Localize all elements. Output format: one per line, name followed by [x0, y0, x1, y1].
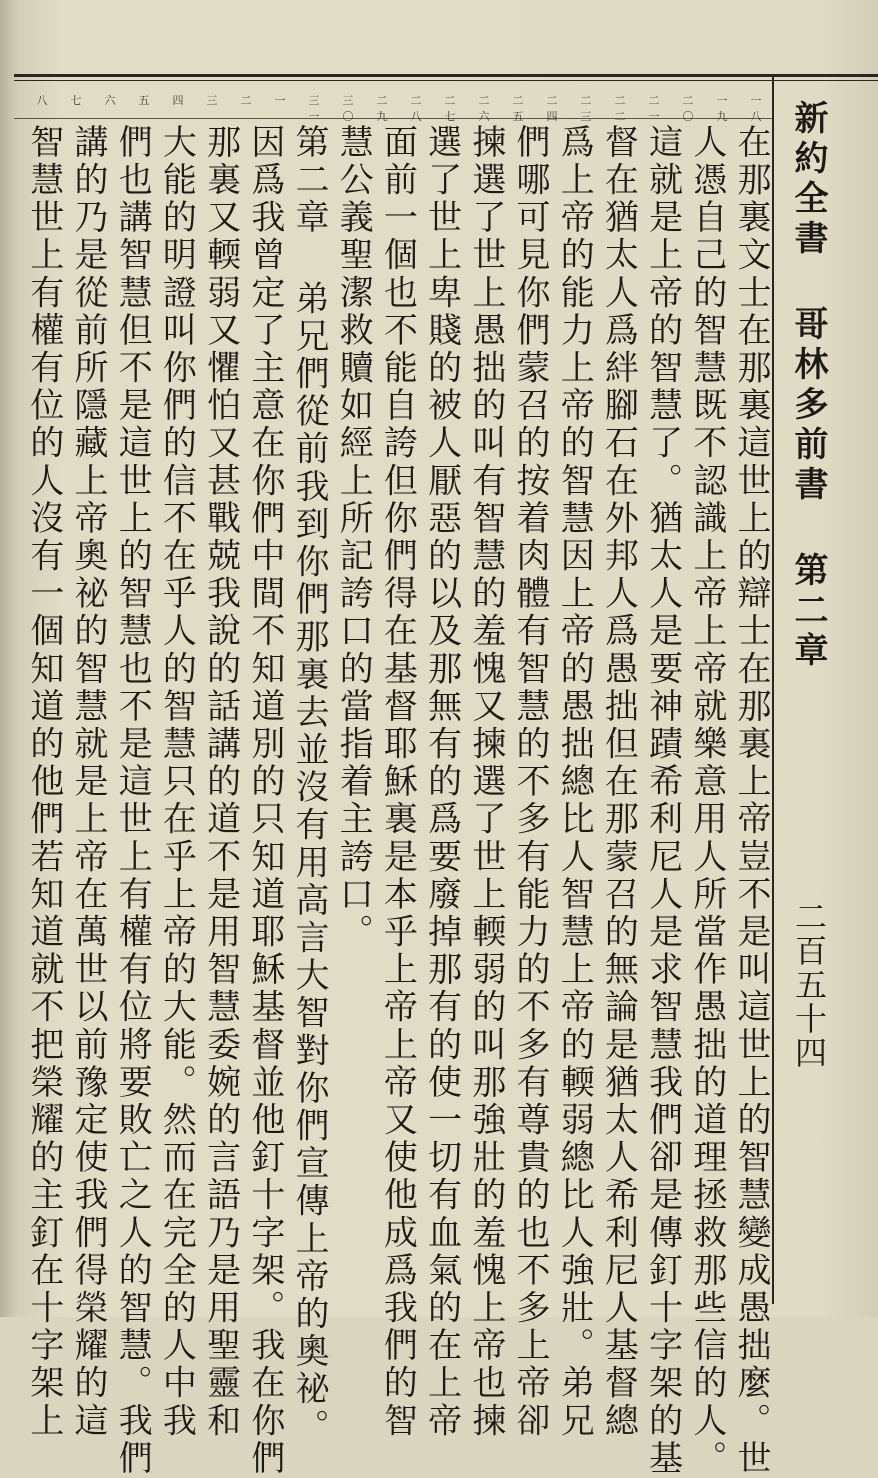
verse-number: 八	[36, 94, 48, 107]
top-rule-thin	[14, 80, 878, 81]
page-number: 二百五十四	[790, 900, 828, 1070]
verse-number: 五	[138, 94, 150, 107]
text-column: 講的乃是從前所隱藏上帝奧祕的智慧就是上帝在萬世以前豫定使我們得榮耀的這	[68, 124, 108, 1440]
verse-number: 二三	[580, 94, 592, 123]
text-column: 慧公義聖潔救贖如經上所記誇口的當指着主誇口。	[333, 124, 374, 952]
text-column: 因爲我曾定了主意在你們中間不知道別的只知道耶穌基督並他釘十字架。我在你們	[244, 124, 285, 1478]
verse-number: 二六	[478, 94, 490, 123]
text-column: 面前一個也不能自誇但你們得在基督耶穌裏是本乎上帝上帝又使他成爲我們的智	[377, 124, 418, 1440]
verse-number: 七	[70, 94, 82, 107]
text-column: 第二章 弟兄們從前我到你們那裏去並沒有用高言大智對你們宣傳上帝的奧祕。	[289, 124, 329, 1446]
verse-number: 二七	[444, 94, 456, 123]
verse-number: 六	[104, 94, 116, 107]
text-column: 在那裏文士在那裏這世上的辯士在那裏上帝豈不是叫這世上的智慧變成愚拙麼。世	[731, 124, 771, 1478]
verse-number: 二	[240, 94, 252, 107]
verse-number: 三〇	[342, 94, 354, 123]
verse-number: 二五	[512, 94, 524, 123]
verse-number-strip	[12, 92, 772, 123]
text-column: 智慧世上有權有位的人沒有一個知道的他們若知道就不把榮耀的主釘在十字架上	[23, 124, 64, 1440]
verse-number: 三一	[308, 94, 320, 123]
text-column: 大能的明證叫你們的信不在乎人的智慧只在乎上帝的大能。然而在完全的人中我	[156, 124, 197, 1440]
text-column: 們也講智慧但不是這世上的智慧也不是這世上有權有位將要敗亡之人的智慧。我們	[112, 124, 153, 1478]
running-header: 新約全書 哥林多前書 第二章	[788, 100, 828, 672]
text-column: 這就是上帝的智慧了。猶太人是要神蹟希利尼人是求智慧我們卻是傳釘十字架的基	[642, 124, 683, 1478]
verse-number: 二〇	[682, 94, 694, 123]
scripture-text	[14, 124, 772, 1478]
text-column: 人憑自己的智慧既不認識上帝上帝就樂意用人所當作愚拙的道理拯救那些信的人。	[686, 124, 727, 1478]
verse-number: 二四	[546, 94, 558, 123]
text-column: 那裏又輭弱又懼怕又甚戰兢我說的話講的道不是用智慧委婉的言語乃是用聖靈和	[200, 124, 241, 1440]
verse-number: 一八	[750, 94, 762, 123]
text-column: 督在猶太人爲絆腳石在外邦人爲愚拙但在那蒙召的無論是猶太人希利尼人基督總	[598, 124, 639, 1440]
verse-number: 三	[206, 94, 218, 107]
verse-number: 二八	[410, 94, 422, 123]
text-column: 選了世上卑賤的被人厭惡的以及那無有的爲要廢掉那有的使一切有血氣的在上帝	[421, 124, 462, 1440]
text-column: 揀選了世上愚拙的叫有智慧的羞愧又揀選了世上輭弱的叫那強壯的羞愧上帝也揀	[465, 124, 506, 1440]
header-divider-rule	[772, 74, 774, 1304]
text-column: 們哪可見你們蒙召的按着肉體有智慧的不多有能力的不多有尊貴的也不多上帝卻	[510, 124, 550, 1440]
verse-number: 二九	[376, 94, 388, 123]
verse-number: 二二	[614, 94, 626, 123]
verse-number: 二一	[648, 94, 660, 123]
verse-number: 一	[274, 94, 286, 107]
verse-number: 一九	[716, 94, 728, 123]
verse-number: 四	[172, 94, 184, 107]
top-rule	[14, 74, 878, 77]
text-column: 爲上帝的能力上帝的智慧因上帝的愚拙總比人智慧上帝的輭弱總比人強壯。弟兄	[554, 124, 595, 1440]
